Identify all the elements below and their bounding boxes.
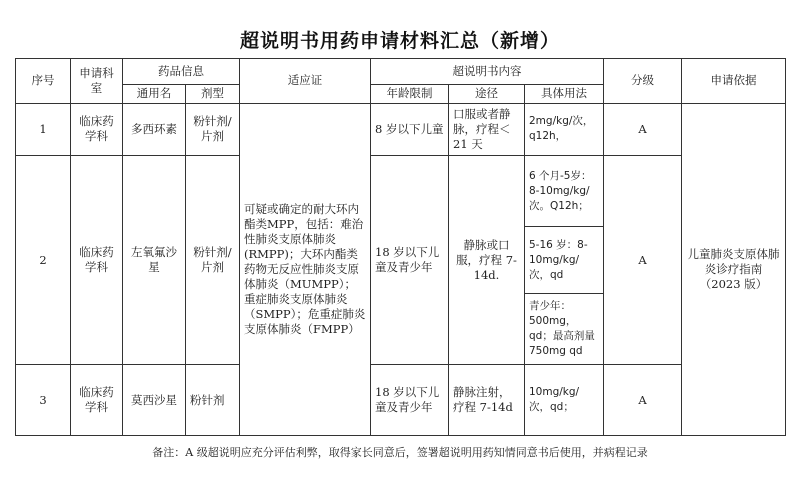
row-dosage-form: 粉针剂/片剂	[186, 156, 240, 365]
row-dept: 临床药学科	[71, 103, 123, 156]
footnote: 备注：A 级超说明应充分评估利弊，取得家长同意后，签署超说明用药知情同意书后使用，并病程记录	[152, 446, 648, 459]
row-dosage-form: 粉针剂	[186, 365, 240, 436]
row-age-limit: 8 岁以下儿童	[371, 103, 449, 156]
table-row	[16, 365, 786, 436]
row-usage: 2mg/kg/次，q12h，	[525, 103, 604, 156]
document-title: 超说明书用药申请材料汇总（新增）	[239, 30, 560, 52]
row-usage-sub: 6 个月-5岁：8-10mg/kg/次。Q12h；	[525, 156, 604, 227]
row-grade: A	[604, 156, 682, 365]
row-grade: A	[604, 365, 682, 436]
table-row	[16, 103, 786, 156]
row-route: 静脉注射，疗程 7-14d	[449, 365, 525, 436]
header-dept: 申请科室	[71, 59, 123, 104]
row-grade: A	[604, 103, 682, 156]
shared-basis-cell: 儿童肺炎支原体肺炎诊疗指南（2023 版）	[682, 103, 786, 435]
row-age-limit: 18 岁以下儿童及青少年	[371, 365, 449, 436]
header-age-limit: 年龄限制	[371, 85, 449, 103]
header-route: 途径	[449, 85, 525, 103]
header-indication: 适应证	[240, 59, 371, 104]
offlabel-summary-table	[15, 58, 786, 436]
header-usage: 具体用法	[525, 85, 604, 103]
row-generic-name: 多西环素	[123, 103, 186, 156]
row-route: 静脉或口服，疗程 7-14d.	[449, 156, 525, 365]
row-usage: 10mg/kg/次，qd；	[525, 365, 604, 436]
header-grade: 分级	[604, 59, 682, 104]
row-seq: 3	[16, 365, 71, 436]
header-dosage-form: 剂型	[186, 85, 240, 103]
header-generic-name: 通用名	[123, 85, 186, 103]
row-generic-name: 左氧氟沙星	[123, 156, 186, 365]
row-age-limit: 18 岁以下儿童及青少年	[371, 156, 449, 365]
header-seq: 序号	[16, 59, 71, 104]
shared-indication-cell: 可疑或确定的耐大环内酯类MPP，包括：难治性肺炎支原体肺炎(RMPP)；大环内酯类药物无反应性肺炎支原体肺炎（MUMPP）；重症肺炎支原体肺炎（SMPP）；危重症肺炎支原体肺炎（FMPP）	[240, 103, 371, 435]
row-dept: 临床药学科	[71, 156, 123, 365]
row-generic-name: 莫西沙星	[123, 365, 186, 436]
header-basis: 申请依据	[682, 59, 786, 104]
header-drug-info: 药品信息	[123, 59, 240, 85]
row-dept: 临床药学科	[71, 365, 123, 436]
row-route: 口服或者静脉，疗程＜21 天	[449, 103, 525, 156]
row-seq: 1	[16, 103, 71, 156]
header-offlabel-content: 超说明书内容	[371, 59, 604, 85]
row-dosage-form: 粉针剂/片剂	[186, 103, 240, 156]
row-usage-sub: 青少年：500mg，qd；最高剂量 750mg qd	[525, 294, 604, 365]
row-usage-sub: 5-16 岁：8-10mg/kg/次，qd	[525, 227, 604, 294]
table-row	[16, 156, 786, 227]
row-seq: 2	[16, 156, 71, 365]
